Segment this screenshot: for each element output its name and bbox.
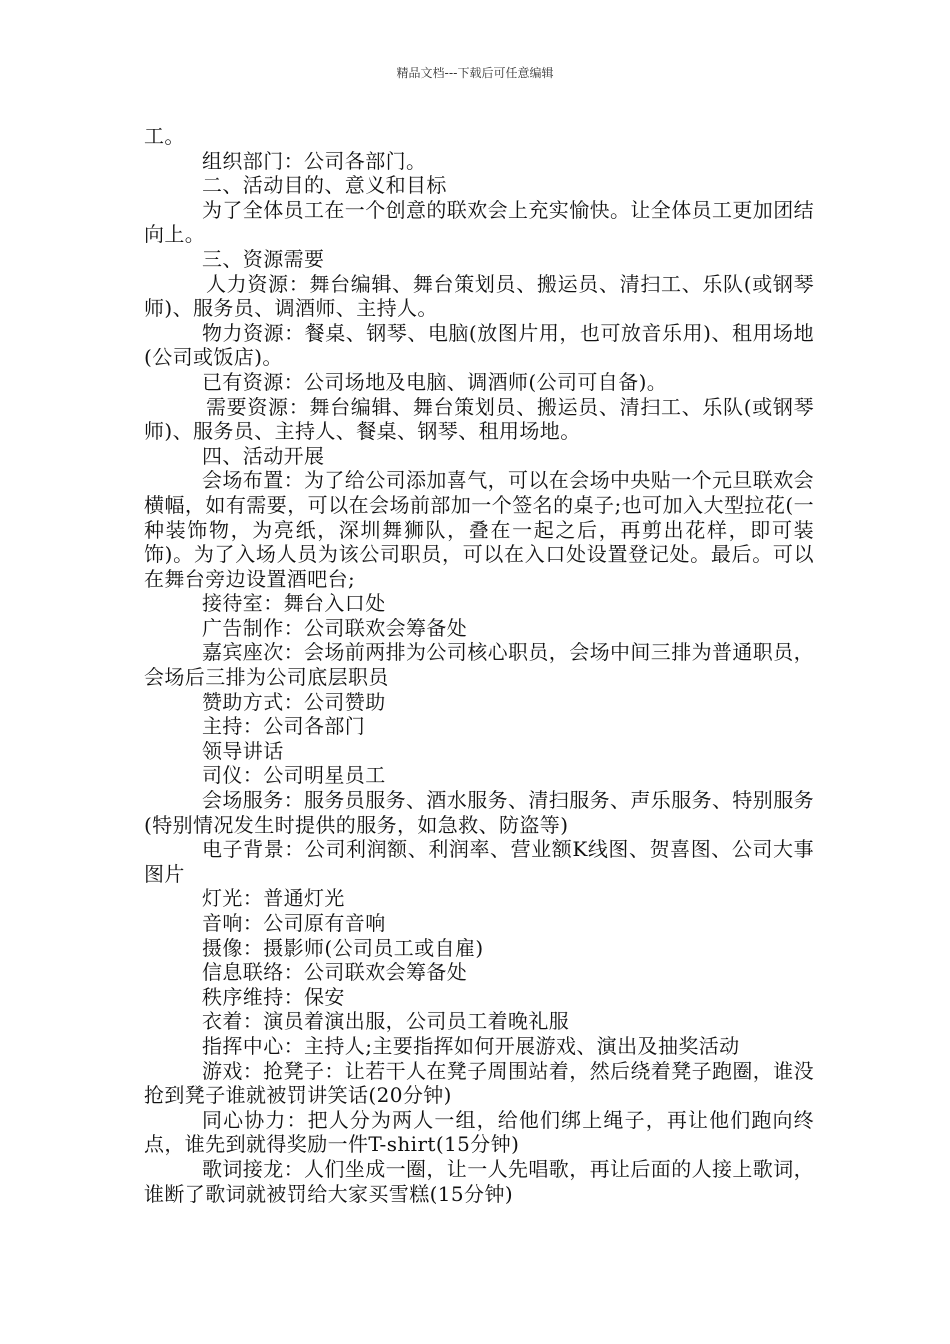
paragraph: 领导讲话 <box>202 738 284 763</box>
document-body <box>144 124 814 1206</box>
paragraph: 摄像：摄影师(公司员工或自雇) <box>202 935 484 960</box>
paragraph: 物力资源：餐桌、钢琴、电脑(放图片用，也可放音乐用)、租用场地(公司或饭店)。 <box>144 320 814 370</box>
paragraph: 会场服务：服务员服务、酒水服务、清扫服务、声乐服务、特别服务(特别情况发生时提供的服务，如急救、防盗等) <box>144 788 814 837</box>
paragraph: 电子背景：公司利润额、利润率、营业额K线图、贺喜图、公司大事图片 <box>144 837 814 886</box>
paragraph: 三、资源需要 <box>202 246 325 271</box>
paragraph: 游戏：抢凳子：让若干人在凳子周围站着，然后绕着凳子跑圈，谁没抢到凳子谁就被罚讲笑话(20分钟) <box>144 1058 814 1108</box>
paragraph: 嘉宾座次：会场前两排为公司核心职员，会场中间三排为普通职员，会场后三排为公司底层职员 <box>144 640 814 690</box>
paragraph: 音响：公司原有音响 <box>202 911 386 935</box>
paragraph: 歌词接龙：人们坐成一圈，让一人先唱歌，再让后面的人接上歌词，谁断了歌词就被罚给大家买雪糕(15分钟) <box>144 1156 814 1206</box>
paragraph: 信息联络：公司联欢会筹备处 <box>202 960 468 985</box>
paragraph: 工。 <box>144 124 185 148</box>
paragraph: 指挥中心：主持人;主要指挥如何开展游戏、演出及抽奖活动 <box>202 1033 740 1058</box>
paragraph: 组织部门：公司各部门。 <box>202 148 427 173</box>
paragraph: 司仪：公司明星员工 <box>202 763 386 788</box>
paragraph: 赞助方式：公司赞助 <box>202 689 386 714</box>
paragraph: 二、活动目的、意义和目标 <box>202 173 447 198</box>
paragraph: 秩序维持：保安 <box>202 984 345 1009</box>
paragraph: 人力资源：舞台编辑、舞台策划员、搬运员、清扫工、乐队(或钢琴师)、服务员、调酒师、主持人。 <box>144 271 814 321</box>
paragraph: 主持：公司各部门 <box>202 714 366 739</box>
paragraph: 接待室：舞台入口处 <box>202 591 386 616</box>
paragraph: 会场布置：为了给公司添加喜气，可以在会场中央贴一个元旦联欢会横幅，如有需要，可以在会场前部加一个签名的桌子;也可加入大型拉花(一种装饰物，为亮纸，深圳舞狮队，叠在一起之后，再剪出花样，即可装饰)。为了入场人员为该公司职员，可以在入口处设置登记处。最后。可以在舞台旁边设置酒吧台; <box>144 468 814 591</box>
page-header: 精品文档---下载后可任意编辑 <box>396 66 554 80</box>
paragraph: 需要资源：舞台编辑、舞台策划员、搬运员、清扫工、乐队(或钢琴师)、服务员、主持人、餐桌、钢琴、租用场地。 <box>144 394 814 444</box>
paragraph: 同心协力：把人分为两人一组，给他们绑上绳子，再让他们跑向终点，谁先到就得奖励一件T-shirt(15分钟) <box>144 1107 814 1157</box>
paragraph: 四、活动开展 <box>202 443 325 468</box>
paragraph: 广告制作：公司联欢会筹备处 <box>202 615 468 640</box>
paragraph: 为了全体员工在一个创意的联欢会上充实愉快。让全体员工更加团结向上。 <box>144 197 814 247</box>
paragraph: 灯光：普通灯光 <box>202 886 345 911</box>
paragraph: 衣着：演员着演出服，公司员工着晚礼服 <box>202 1009 570 1034</box>
paragraph: 已有资源：公司场地及电脑、调酒师(公司可自备)。 <box>202 369 668 394</box>
